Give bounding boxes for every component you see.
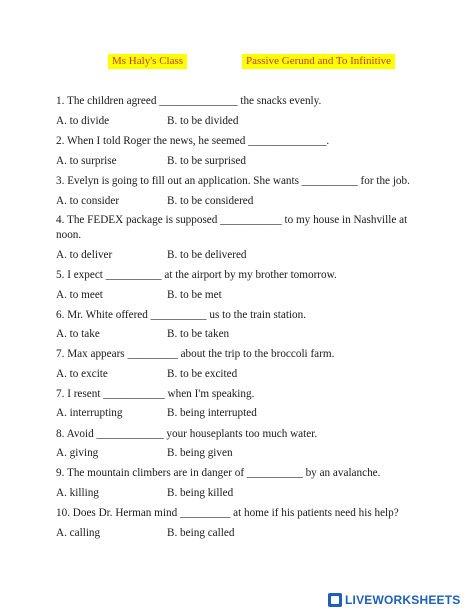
question-7b-option-a[interactable]: A. interrupting xyxy=(56,407,123,419)
question-3-text: 3. Evelyn is going to fill out an application. She wants __________ for the job. xyxy=(56,175,410,187)
question-7b-text: 7. I resent ___________ when I'm speaking. xyxy=(56,388,255,400)
question-9-option-a[interactable]: A. killing xyxy=(56,487,99,499)
question-6-option-a[interactable]: A. to take xyxy=(56,328,100,340)
question-10-option-b[interactable]: B. being called xyxy=(167,527,235,539)
question-4-option-a[interactable]: A. to deliver xyxy=(56,249,113,261)
class-name: Ms Haly's Class xyxy=(108,54,187,69)
question-10-text: 10. Does Dr. Herman mind _________ at home if his patients need his help? xyxy=(56,507,399,519)
question-5-option-a[interactable]: A. to meet xyxy=(56,289,103,301)
question-3-option-a[interactable]: A. to consider xyxy=(56,195,120,207)
question-7-text: 7. Max appears _________ about the trip to the broccoli farm. xyxy=(56,348,335,360)
question-7-option-b[interactable]: B. to be excited xyxy=(167,368,238,380)
question-4-text: 4. The FEDEX package is supposed ___________ to my house in Nashville at xyxy=(56,214,408,226)
worksheet-header xyxy=(0,54,474,70)
question-2-option-b[interactable]: B. to be surprised xyxy=(167,155,246,167)
question-1-option-a[interactable]: A. to divide xyxy=(56,115,110,127)
question-7-option-a[interactable]: A. to excite xyxy=(56,368,108,380)
question-8-option-b[interactable]: B. being given xyxy=(167,447,233,459)
question-10-option-a[interactable]: A. calling xyxy=(56,527,101,539)
question-5-text: 5. I expect __________ at the airport by my brother tomorrow. xyxy=(56,269,337,281)
question-1-text: 1. The children agreed ______________ the snacks evenly. xyxy=(56,95,322,107)
question-4-option-b[interactable]: B. to be delivered xyxy=(167,249,247,261)
question-8-text: 8. Avoid ____________ your houseplants too much water. xyxy=(56,428,318,440)
question-9-option-b[interactable]: B. being killed xyxy=(167,487,234,499)
question-2-text: 2. When I told Roger the news, he seemed ______________. xyxy=(56,135,330,147)
question-2-option-a[interactable]: A. to surprise xyxy=(56,155,117,167)
brand-name: LIVEWORKSHEETS xyxy=(345,593,461,607)
question-4-text-continued: noon. xyxy=(56,229,82,241)
question-8-option-a[interactable]: A. giving xyxy=(56,447,99,459)
question-1-option-b[interactable]: B. to be divided xyxy=(167,115,239,127)
worksheet-topic: Passive Gerund and To Infinitive xyxy=(242,54,395,69)
question-3-option-b[interactable]: B. to be considered xyxy=(167,195,254,207)
question-6-option-b[interactable]: B. to be taken xyxy=(167,328,230,340)
question-7b-option-b[interactable]: B. being interrupted xyxy=(167,407,257,419)
liveworksheets-logo-icon xyxy=(328,593,342,607)
question-5-option-b[interactable]: B. to be met xyxy=(167,289,222,301)
question-9-text: 9. The mountain climbers are in danger of __________ by an avalanche. xyxy=(56,467,381,479)
question-6-text: 6. Mr. White offered __________ us to the train station. xyxy=(56,309,307,321)
liveworksheets-branding[interactable] xyxy=(328,593,474,608)
